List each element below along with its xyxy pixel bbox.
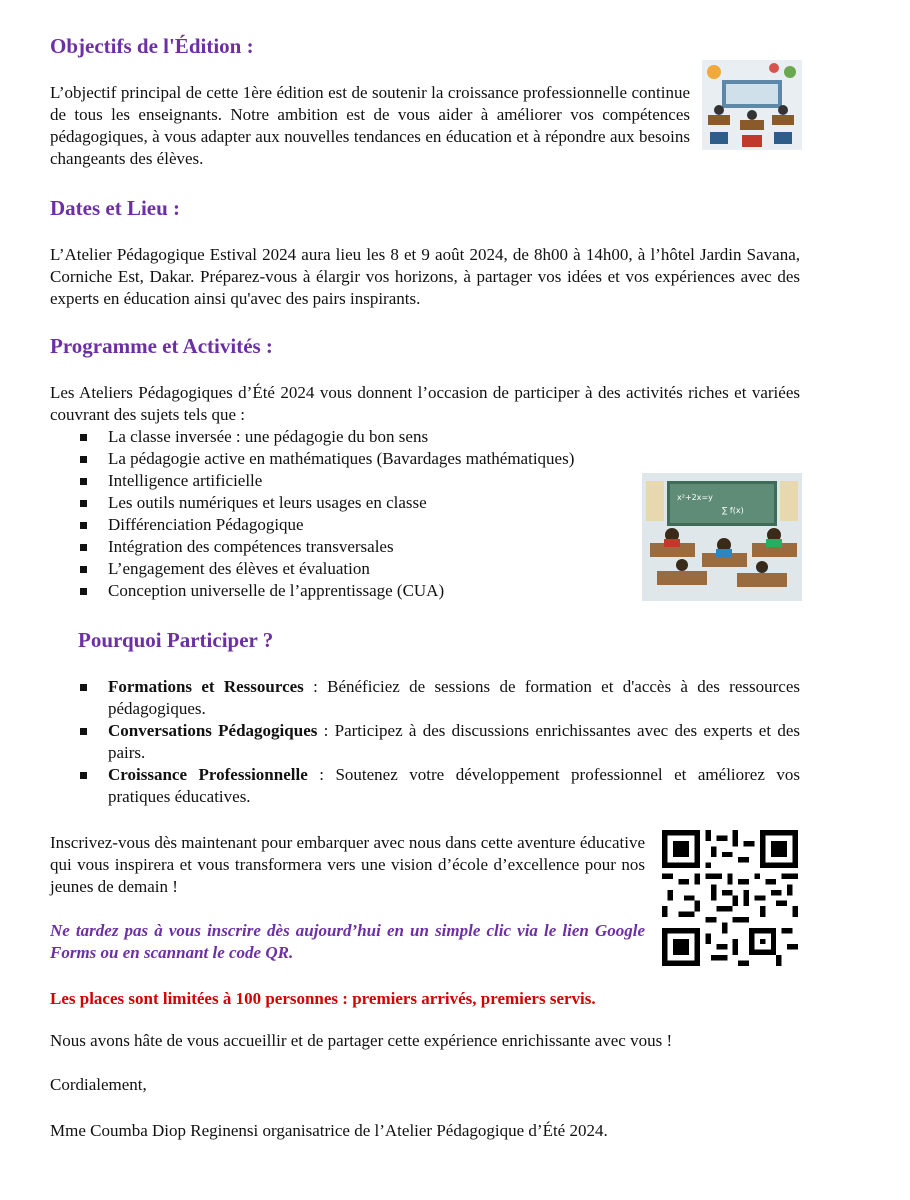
teachers-illustration [702,60,802,150]
list-item: Différenciation Pédagogique [78,514,574,536]
heading-pourquoi: Pourquoi Participer ? [78,628,274,652]
dates-paragraph: L’Atelier Pédagogique Estival 2024 aura lieu les 8 et 9 août 2024, de 8h00 à 14h00, à l’hôtel Jardin Savana, Corniche Est, Dakar. Préparez-vous à élargir vos horizons, à partager vos idées et vos expériences avec des experts en éducation ainsi qu'avec des pairs inspirants. [50,245,800,308]
heading-objectifs: Objectifs de l'Édition : [50,34,254,58]
benefit-text: : Bénéficiez de sessions de formation et d'accès à des ressources pédagogiques. [108,677,800,718]
list-item: L’engagement des élèves et évaluation [78,558,574,580]
list-item: Conception universelle de l’apprentissage (CUA) [78,580,574,602]
list-item [78,720,800,764]
benefit-text: : Participez à des discussions enrichissantes avec des experts et des pairs. [108,721,800,762]
thanks-paragraph: Nous avons hâte de vous accueillir et de partager cette expérience enrichissante avec vous ! [50,1031,673,1050]
registration-qr-code[interactable] [662,830,798,966]
list-item: Les outils numériques et leurs usages en classe [78,492,574,514]
heading-dates: Dates et Lieu : [50,196,181,220]
svg-text:∑ f(x): ∑ f(x) [722,506,744,515]
signature: Mme Coumba Diop Reginensi organisatrice de l’Atelier Pédagogique d’Été 2024. [50,1121,608,1140]
benefit-title: Conversations Pédagogiques [108,721,318,740]
list-item: Intelligence artificielle [78,470,574,492]
list-item [78,676,800,720]
classroom-illustration [642,473,802,601]
benefits-list [78,676,800,808]
benefit-title: Formations et Ressources [108,677,304,696]
programme-intro: Les Ateliers Pédagogiques d’Été 2024 vous donnent l’occasion de participer à des activités riches et variées couvrant des sujets tels que : [50,383,800,424]
list-item: La classe inversée : une pédagogie du bon sens [78,426,574,448]
benefit-text: : Soutenez votre développement professionnel et améliorez vos pratiques éducatives. [108,765,800,806]
limit-notice: Les places sont limitées à 100 personnes : premiers arrivés, premiers servis. [50,989,596,1008]
list-item: Intégration des compétences transversales [78,536,574,558]
benefit-title: Croissance Professionnelle [108,765,308,784]
cta-paragraph: Ne tardez pas à vous inscrire dès aujourd’hui en un simple clic via le lien Google Forms ou en scannant le code QR. [50,921,645,962]
list-item [78,764,800,808]
heading-programme: Programme et Activités : [50,334,273,358]
objectifs-paragraph: L’objectif principal de cette 1ère édition est de soutenir la croissance professionnelle continue de tous les enseignants. Notre ambition est de vous aider à améliorer vos compétences pédagogiques, à vous adapter aux nouvelles tendances en éducation et à répondre aux besoins changeants des élèves. [50,83,690,168]
regards: Cordialement, [50,1075,147,1094]
svg-text:x²+2x=y: x²+2x=y [677,493,713,502]
invite-paragraph: Inscrivez-vous dès maintenant pour embarquer avec nous dans cette aventure éducative qui vous inspirera et vous transformera vers une vision d’école d’excellence pour nos jeunes de demain ! [50,833,645,896]
list-item: La pédagogie active en mathématiques (Bavardages mathématiques) [78,448,574,470]
topics-list [78,426,574,602]
